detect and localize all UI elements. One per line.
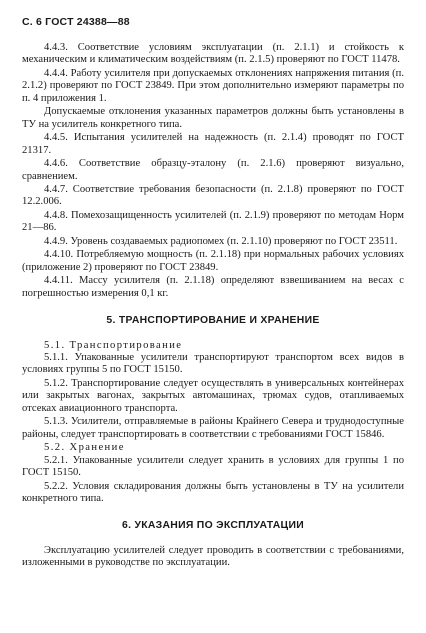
clause-4-4-10: 4.4.10. Потребляемую мощность (п. 2.1.18) при нормальных рабочих условиях (приложение 2) проверяют по ГОСТ 23849. <box>22 249 404 273</box>
clause-4-4-6: 4.4.6. Соответствие образцу-эталону (п. 2.1.6) проверяют визуально, сравнением. <box>22 158 404 182</box>
clause-5-1-1: 5.1.1. Упакованные усилители транспортируют транспортом всех видов в условиях группы 5 по ГОСТ 15150. <box>22 351 404 376</box>
clause-4-4-8: 4.4.8. Помехозащищенность усилителей (п. 2.1.9) проверяют по методам Норм 21—86. <box>22 209 404 234</box>
section-5-title: 5. ТРАНСПОРТИРОВАНИЕ И ХРАНЕНИЕ <box>106 315 320 327</box>
clause-4-4-7: 4.4.7. Соответствие требования безопасности (п. 2.1.8) проверяют по ГОСТ 12.2.006. <box>22 183 404 208</box>
clause-5-2-2: 5.2.2. Условия складирования должны быть установлены в ТУ на усилители конкретного типа. <box>22 480 404 504</box>
clause-4-4-9: 4.4.9. Уровень создаваемых радиопомех (п. 2.1.10) проверяют по ГОСТ 23511. <box>44 235 398 247</box>
document-body <box>22 42 404 571</box>
page-header: С. 6 ГОСТ 24388—88 <box>22 16 130 28</box>
section-6-paragraph: Эксплуатацию усилителей следует проводить в соответствии с требованиями, изложенными в руководстве по эксплуатации. <box>22 544 404 569</box>
clause-4-4-5: 4.4.5. Испытания усилителей на надежность (п. 2.1.4) проводят по ГОСТ 21317. <box>22 132 404 156</box>
section-6-title: 6. УКАЗАНИЯ ПО ЭКСПЛУАТАЦИИ <box>122 520 304 532</box>
subsection-5-1-title: 5.1. Транспортирование <box>44 339 183 351</box>
clause-5-1-3: 5.1.3. Усилители, отправляемые в районы Крайнего Севера и труднодоступные районы, следует транспортировать в соответствии с требованиями ГОСТ 15846. <box>22 416 404 440</box>
clause-5-1-2: 5.1.2. Транспортирование следует осуществлять в универсальных контейнерах или закрытых вагонах, закрытых автомашинах, трюмах судов, отапливаемых отсеках авиационного транспорта. <box>22 377 404 414</box>
clause-5-2-1: 5.2.1. Упакованные усилители следует хранить в условиях для группы 1 по ГОСТ 15150. <box>22 454 404 479</box>
clause-4-4-4: 4.4.4. Работу усилителя при допускаемых отклонениях напряжения питания (п. 2.1.2) проверяют по ГОСТ 23849. При этом дополнительно измеряют параметры по п. 4 приложения 1. <box>22 67 404 104</box>
clause-4-4-4-note: Допускаемые отклонения указанных параметров должны быть установлены в ТУ на усилитель конкретного типа. <box>22 106 404 130</box>
clause-4-4-3: 4.4.3. Соответствие условиям эксплуатации (п. 2.1.1) и стойкость к механическим и климатическим воздействиям (п. 2.1.5) проверяют по ГОСТ 11478. <box>22 42 404 66</box>
subsection-5-2-title: 5.2. Хранение <box>44 442 125 454</box>
clause-4-4-11: 4.4.11. Массу усилителя (п. 2.1.18) определяют взвешиванием на весах с погрешностью измерения 0,1 кг. <box>22 275 404 299</box>
